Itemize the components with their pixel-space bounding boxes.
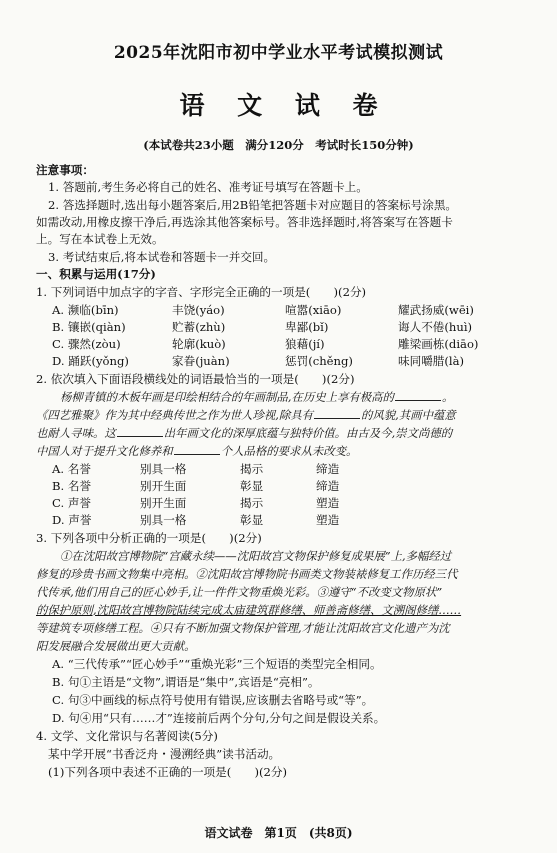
note-3: 3. 考试结束后,将本试卷和答题卡一并交回。 (48, 250, 276, 264)
notes-heading: 注意事项： (36, 163, 94, 177)
q1-option-b-3: 卑鄙(bǐ) (285, 320, 329, 334)
q2-option-c-3: 揭示 (240, 496, 264, 510)
answer-blank (314, 407, 360, 419)
q2-option-b-1: B. 名誉 (52, 479, 92, 493)
q2-option-a-3: 揭示 (240, 462, 264, 476)
note-2b: 如需改动,用橡皮擦干净后,再选涂其他答案标号。答非选择题时,将答案写在答题卡 (36, 215, 453, 229)
q3-option-a: A. “三代传承”“匠心妙手”“重焕光彩”三个短语的类型完全相同。 (52, 657, 382, 671)
q3-passage-line-1: ①在沈阳故宫博物院“宫藏永续——沈阳故宫文物保护修复成果展”上,多幅经过 (60, 549, 452, 563)
q3-option-d: D. 句④用“只有……才”连接前后两个分句,分句之间是假设关系。 (52, 711, 386, 725)
q2-option-c-2: 别开生面 (140, 496, 187, 510)
q2-passage-line-4 (36, 443, 543, 460)
q2-passage-line-3 (36, 425, 543, 442)
q2-option-c-4: 塑造 (316, 496, 340, 510)
section-heading: 一、积累与运用(17分) (36, 267, 156, 281)
q2-option-a-4: 缔造 (316, 462, 340, 476)
q1-option-b-1: B. 镶嵌(qiàn) (52, 320, 126, 334)
q2-option-a-2: 别具一格 (140, 462, 187, 476)
q2-option-d-4: 塑造 (316, 513, 340, 527)
q2-p4a: 中国人对于提升文化修养和 (36, 444, 173, 458)
q1-option-b-2: 贮蓄(zhù) (172, 320, 226, 334)
q1-option-d-4: 味同嚼腊(là) (398, 354, 465, 368)
q1-option-c-2: 轮廓(kuò) (172, 337, 226, 351)
subject-title: 语 文 试 卷 (179, 91, 390, 120)
q3-passage-line-2: 修复的珍贵书画文物集中亮相。②沈阳故宫博物院书画类文物装裱修复工作历经三代 (36, 567, 458, 581)
q1-option-a-1: A. 濒临(bīn) (52, 303, 119, 317)
q4-sub-question-1: (1)下列各项中表述不正确的一项是( )(2分) (48, 765, 287, 779)
answer-blank (395, 389, 441, 401)
answer-blank (174, 443, 220, 455)
q2-option-b-4: 缔造 (316, 479, 340, 493)
q2-p1a: 杨柳青镇的木板年画是印绘相结合的年画制品,在历史上享有极高的 (60, 390, 394, 404)
q1-option-a-4: 耀武扬威(wēi) (398, 303, 474, 317)
q3-passage-line-4: 的保护原则,沈阳故宫博物院陆续完成太庙建筑群修缮、师善斋修缮、文溯阁修缮…… (36, 603, 462, 617)
q2-option-a-1: A. 名誉 (52, 462, 91, 476)
q3-passage-line-5: 等建筑专项修缮工程。④只有不断加强文物保护管理,才能让沈阳故宫文化遗产为沈 (36, 621, 450, 635)
q2-option-d-1: D. 声誉 (52, 513, 92, 527)
q2-option-d-3: 彰显 (240, 513, 264, 527)
q2-option-c-1: C. 声誉 (52, 496, 92, 510)
question-4-stem: 4. 文学、文化常识与名著阅读(5分) (36, 729, 218, 743)
question-2-stem: 2. 依次填入下面语段横线处的词语最恰当的一项是( )(2分) (36, 372, 355, 386)
q2-p1b: 。 (441, 390, 454, 404)
q1-option-a-2: 丰饶(yáo) (172, 303, 225, 317)
q1-option-d-3: 惩罚(chěng) (285, 354, 353, 368)
exam-title: 2025年沈阳市初中学业水平考试模拟测试 (113, 43, 444, 63)
answer-blank (117, 425, 163, 437)
q3-passage-line-3: 代传承,他们用自己的匠心妙手,让一件件文物重焕光彩。③遵守“不改变文物原状” (36, 585, 443, 599)
q2-p3b: 出年画文化的深厚底蕴与独特价值。由古及今,崇文尚德的 (163, 426, 453, 440)
q2-p4b: 个人品格的要求从未改变。 (220, 444, 358, 458)
question-1-stem: 1. 下列词语中加点字的字音、字形完全正确的一项是( )(2分) (36, 285, 367, 299)
q1-option-d-1: D. 踊跃(yǒng) (52, 354, 129, 368)
q2-option-d-2: 别具一格 (140, 513, 187, 527)
note-1: 1. 答题前,考生务必将自己的姓名、准考证号填写在答题卡上。 (48, 180, 368, 194)
q2-option-b-3: 彰显 (240, 479, 264, 493)
q1-option-b-4: 诲人不倦(huì) (398, 320, 473, 334)
q2-passage-line-1 (60, 389, 543, 406)
q2-p2a: 《四艺雅聚》作为其中经典传世之作为世人珍视,除具有 (36, 408, 313, 422)
q2-p3a: 也耐人寻味。这 (36, 426, 116, 440)
q2-p2b: 的风貌,其画中蕴意 (361, 408, 456, 422)
page-footer: 语文试卷 第1页 (共8页) (204, 826, 353, 840)
note-2a: 2. 答选择题时,选出每小题答案后,用2B铅笔把答题卡对应题目的答案标号涂黑。 (48, 198, 458, 212)
q1-option-a-3: 喧嚣(xiāo) (285, 303, 342, 317)
q2-passage-line-2 (36, 407, 543, 424)
q1-option-c-3: 狼藉(jí) (285, 337, 325, 351)
q3-option-b: B. 句①主语是“文物”,谓语是“集中”,宾语是“亮相”。 (52, 675, 320, 689)
q3-passage-line-6: 阳发展融合发展做出更大贡献。 (36, 639, 196, 653)
q1-option-c-1: C. 骤然(zòu) (52, 337, 121, 351)
exam-info: (本试卷共23小题 满分120分 考试时长150分钟) (143, 138, 414, 152)
q4-intro: 某中学开展“书香泛舟・漫溯经典”读书活动。 (48, 747, 281, 761)
q1-option-c-4: 雕梁画栋(diāo) (398, 337, 479, 351)
note-2c: 上。写在本试卷上无效。 (36, 232, 164, 246)
question-3-stem: 3. 下列各项中分析正确的一项是( )(2分) (36, 531, 262, 545)
q2-option-b-2: 别开生面 (140, 479, 187, 493)
q3-option-c: C. 句③中画线的标点符号使用有错误,应该删去省略号或“等”。 (52, 693, 374, 707)
q1-option-d-2: 家眷(juàn) (172, 354, 230, 368)
